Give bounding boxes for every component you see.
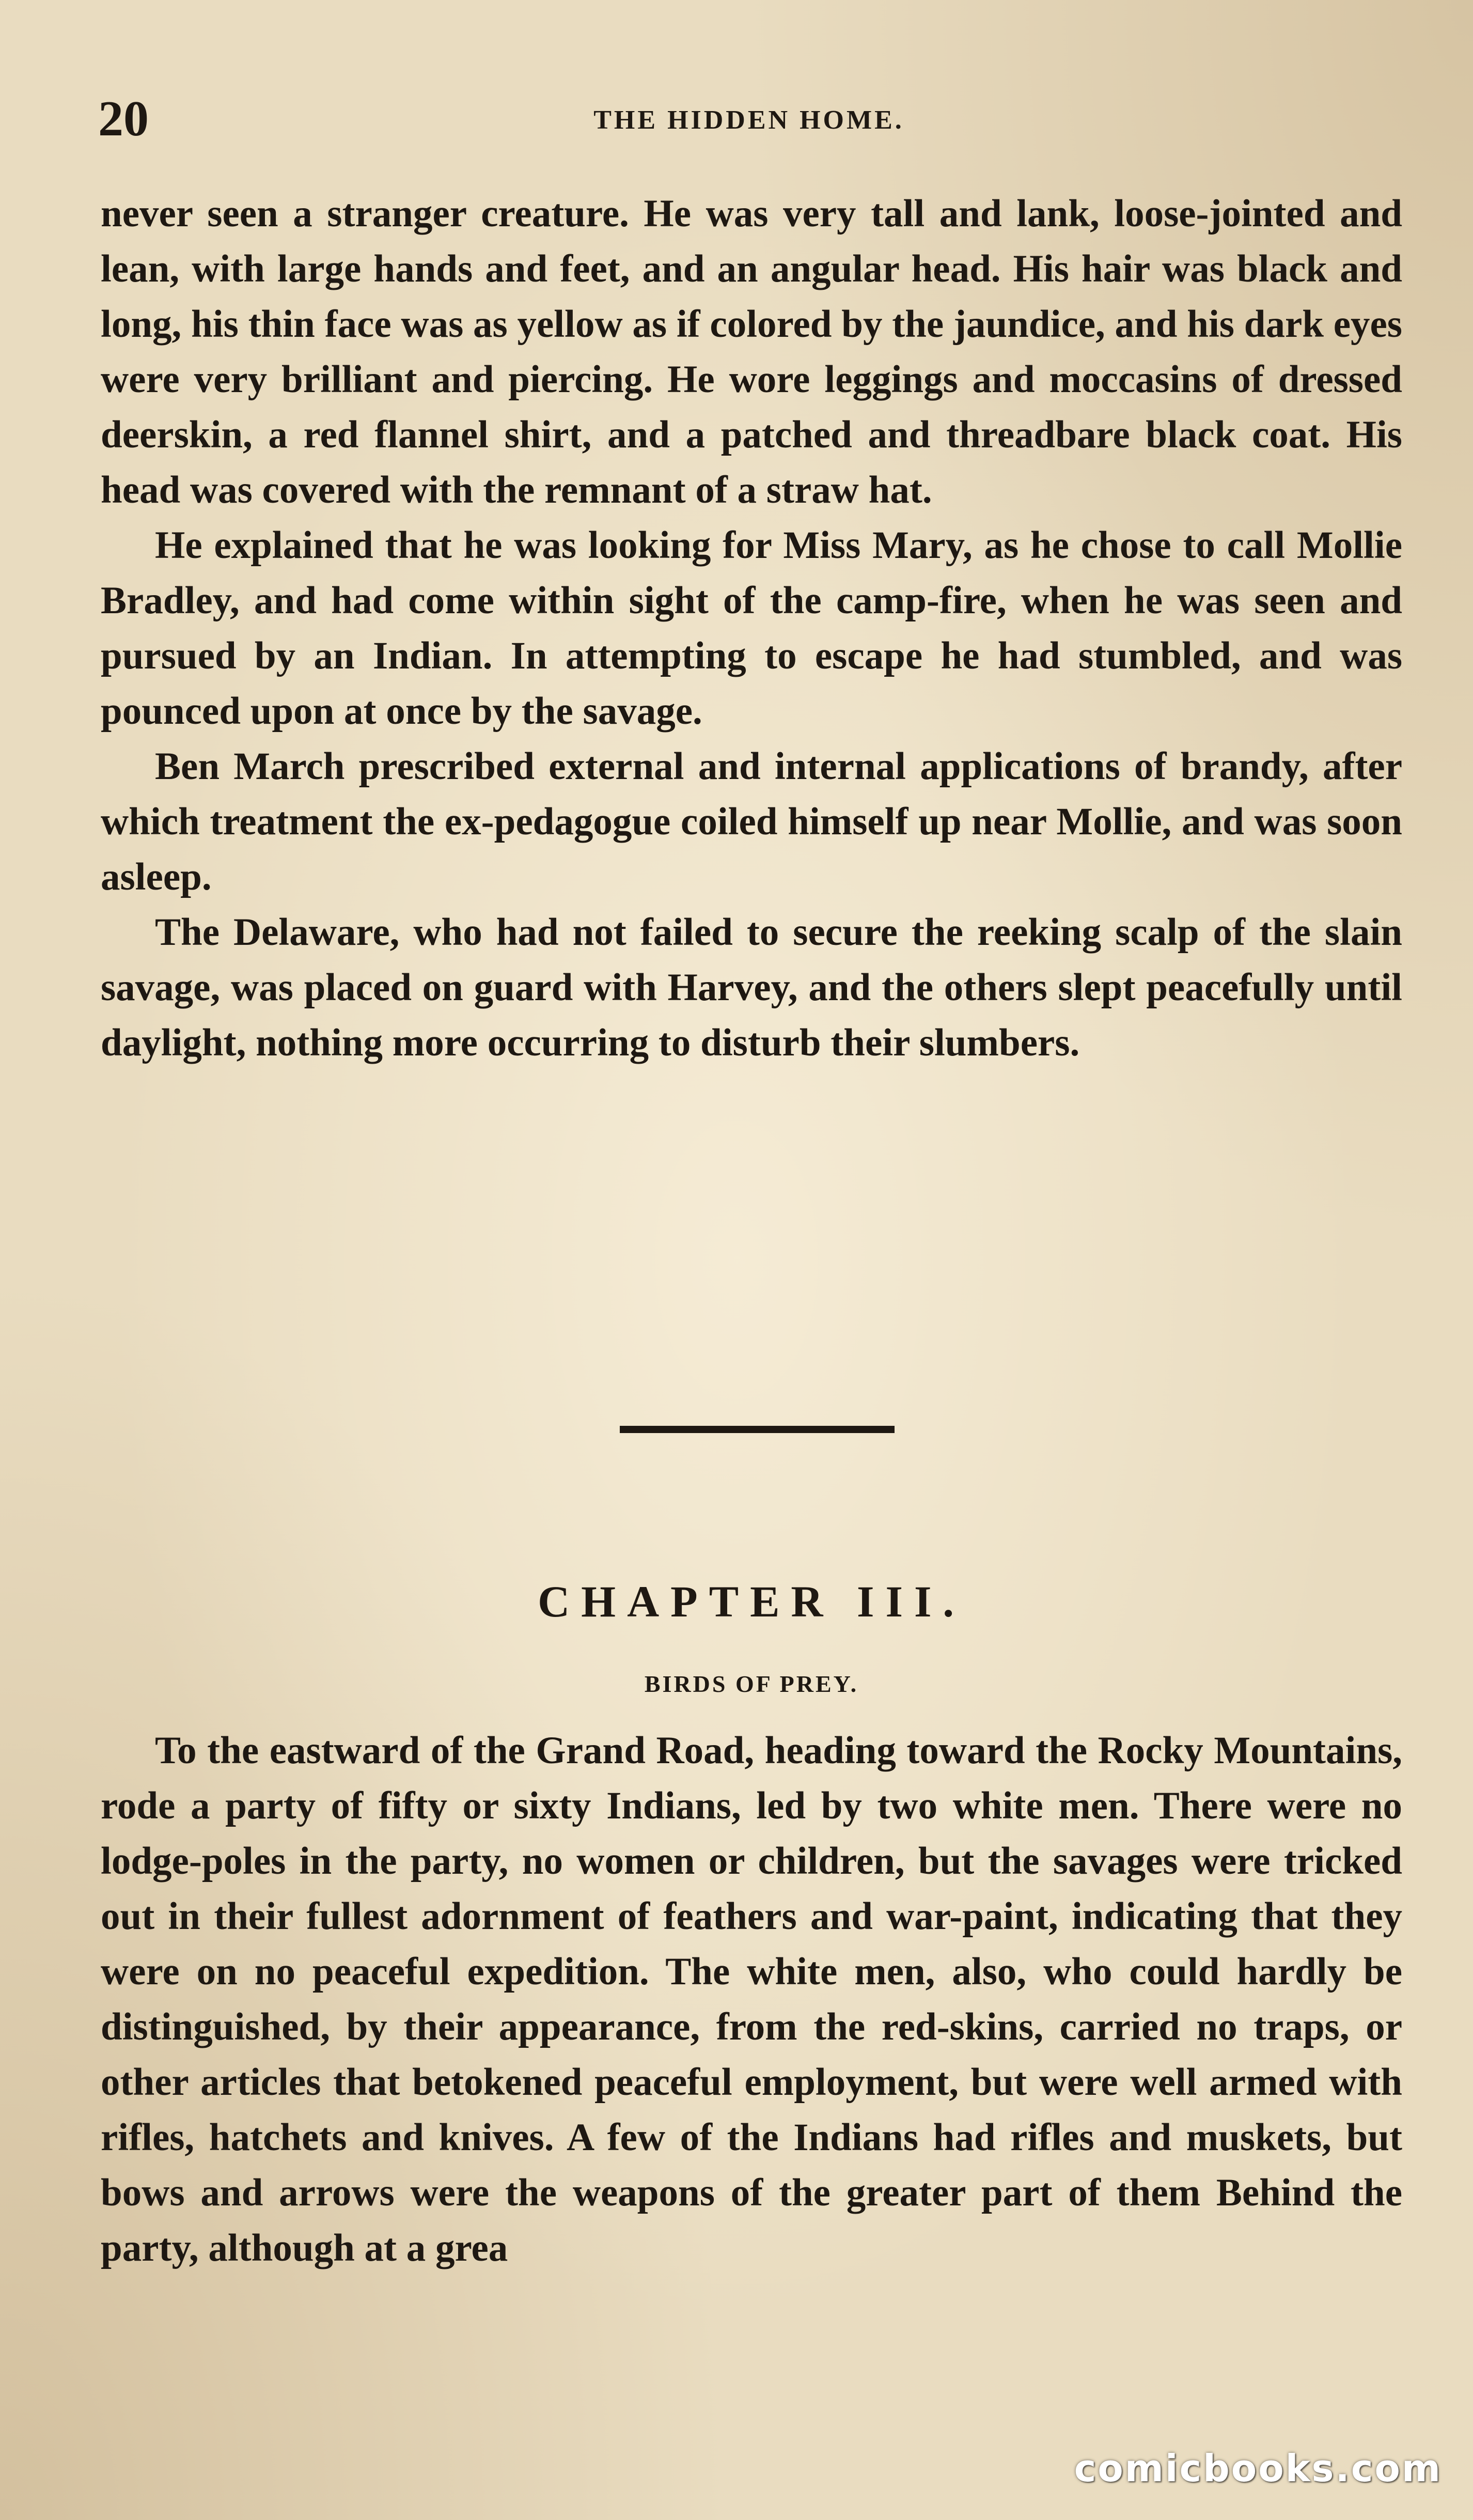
page-header xyxy=(98,88,1400,150)
watermark: comicbooks.com xyxy=(1074,2447,1442,2490)
running-head: THE HIDDEN HOME. xyxy=(593,105,904,135)
body-text-bottom xyxy=(101,1723,1402,2276)
paragraph: He explained that he was looking for Miss Mary, as he chose to call Mollie Bradley, and had come within sight of the camp-fire, when he was seen and pursued by an Indian. In attempting to escape he had stumbled, and was pounced upon at once by the savage. xyxy=(101,524,1402,733)
body-text-top xyxy=(101,186,1402,1070)
paragraph: The Delaware, who had not failed to secure the reeking scalp of the slain savage, was placed on guard with Harvey, and the others slept peacefully until daylight, nothing more occurring to disturb their slumbers. xyxy=(101,911,1402,1064)
chapter-subtitle: BIRDS OF PREY. xyxy=(644,1671,859,1697)
paragraph: never seen a stranger creature. He was very tall and lank, loose-jointed and lean, with large hands and feet, and an angular head. His hair was black and long, his thin face was as yellow as if colored by the jaundice, and his dark eyes were very brilliant and piercing. He wore leggings and moccasins of dressed deerskin, a red flannel shirt, and a patched and threadbare black coat. His head was covered with the remnant of a straw hat. xyxy=(101,192,1402,511)
paragraph: To the eastward of the Grand Road, heading toward the Rocky Mountains, rode a party of fifty or sixty Indians, led by two white men. There were no lodge-poles in the party, no women or children, but the savages were tricked out in their fullest adornment of feathers and war-paint, indicating that they were on no peaceful expedition. The white men, also, who could hardly be distinguished, by their appearance, from the red-skins, carried no traps, or other articles that betokened peaceful employment, but were well armed with rifles, hatchets and knives. A few of the Indians had rifles and muskets, but bows and arrows were the weapons of the greater part of them Behind the party, although at a grea xyxy=(101,1729,1402,2269)
page-number: 20 xyxy=(98,91,149,147)
section-divider xyxy=(620,1426,895,1433)
chapter-title: CHAPTER III. xyxy=(538,1577,965,1626)
paragraph: Ben March prescribed external and internal applications of brandy, after which treatment the ex-pedagogue coiled himself up near Mollie, and was soon asleep. xyxy=(101,745,1402,898)
